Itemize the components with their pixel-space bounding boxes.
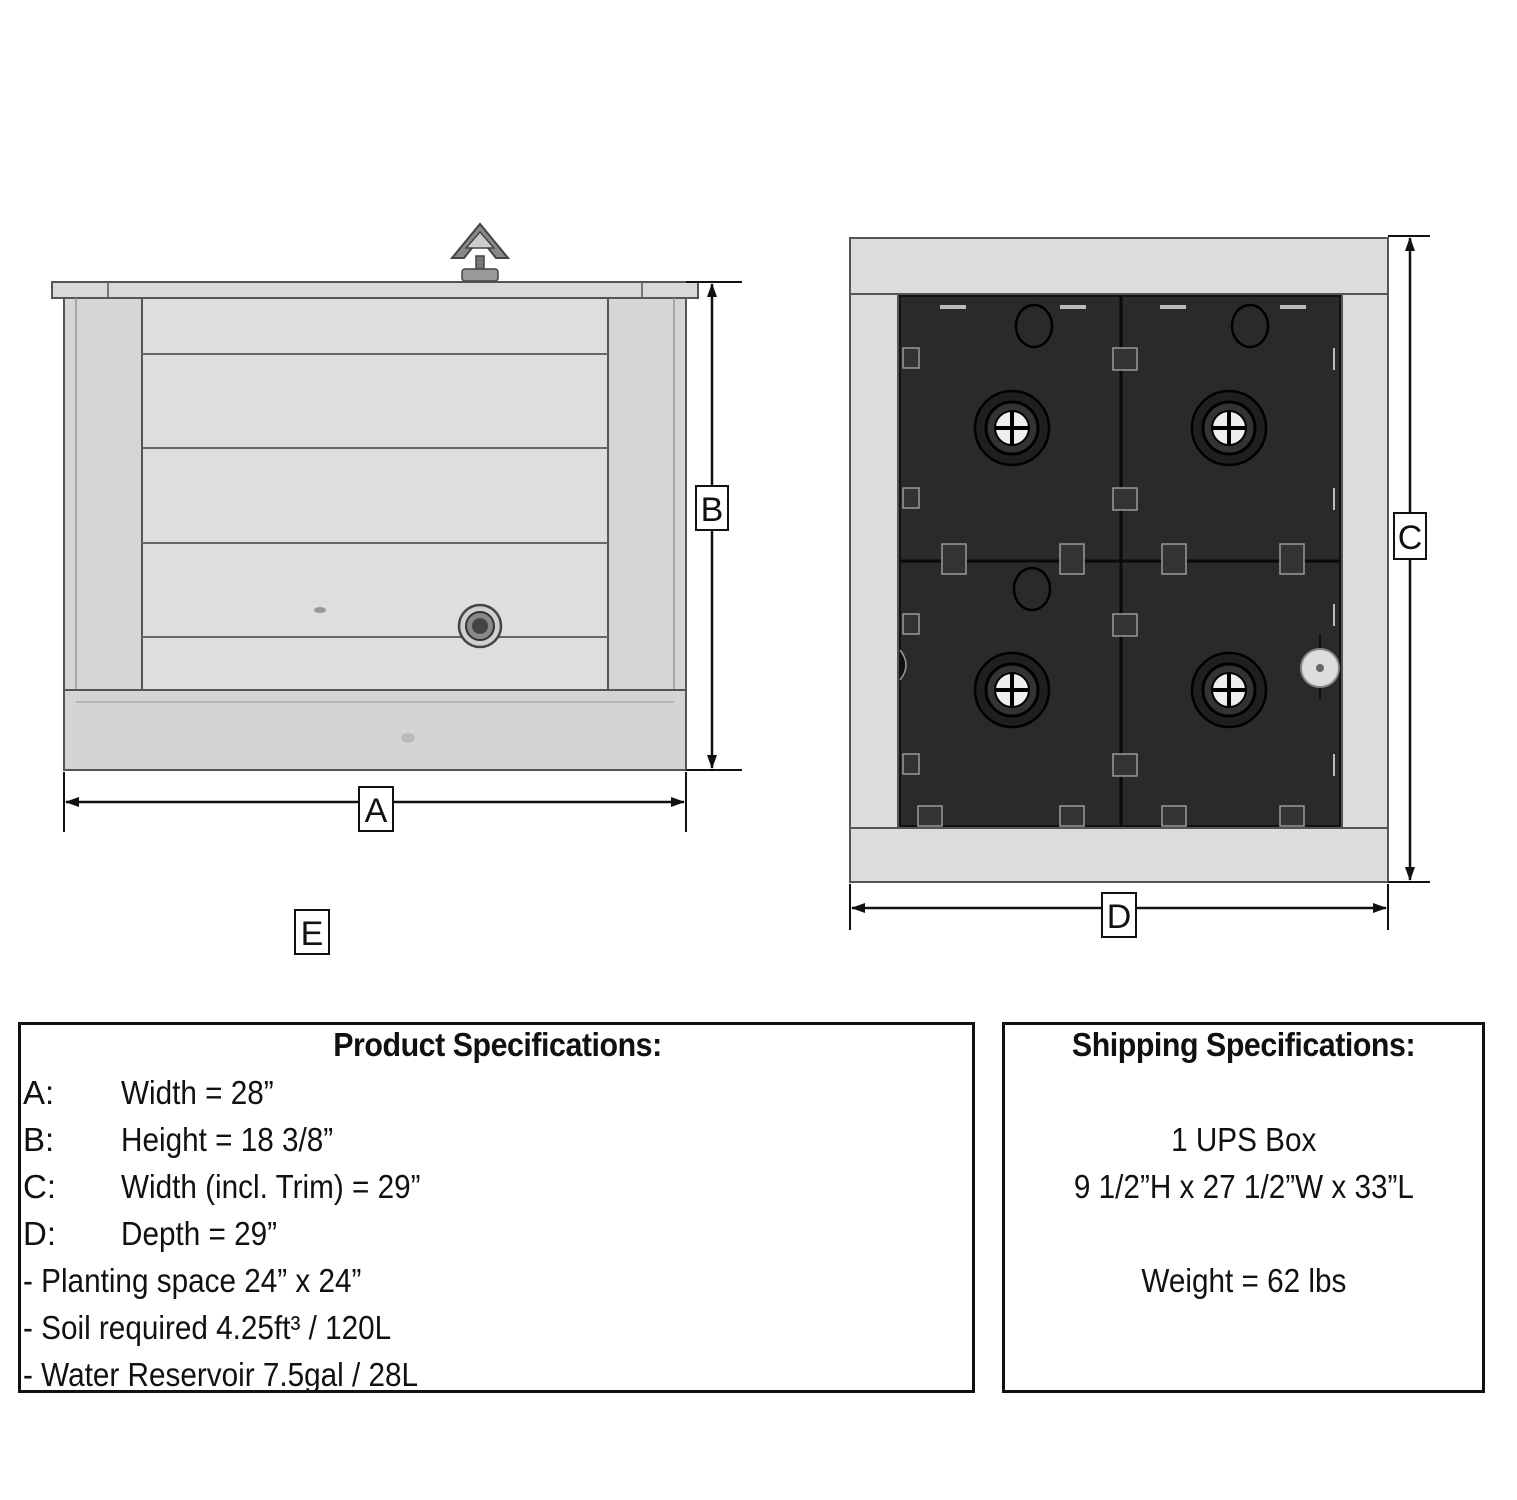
dimension-label-a: A <box>364 792 388 830</box>
wicking-cup-icon <box>975 653 1049 727</box>
dimension-label-c: C <box>1397 519 1423 557</box>
spec-key: B: <box>23 1121 55 1158</box>
spec-value: Height = 18 3/8” <box>121 1121 334 1158</box>
spec-value: Depth = 29” <box>121 1215 278 1252</box>
spec-row <box>23 1210 972 1257</box>
shipping-weight: Weight = 62 lbs <box>1140 1262 1347 1299</box>
spec-row <box>23 1163 972 1210</box>
spec-value: Width (incl. Trim) = 29” <box>121 1168 421 1205</box>
top-trim <box>52 282 698 298</box>
shipping-specifications-title: Shipping Specifications: <box>1071 1026 1416 1063</box>
wicking-cup-icon <box>1192 653 1266 727</box>
shipping-box-dimensions: 9 1/2”H x 27 1/2”W x 33”L <box>1073 1168 1414 1205</box>
overflow-drain-icon <box>459 605 501 647</box>
spec-value: Width = 28” <box>121 1074 274 1111</box>
product-specifications-title: Product Specifications: <box>333 1026 662 1063</box>
spec-key: A: <box>23 1074 55 1111</box>
wicking-cup-icon <box>1192 391 1266 465</box>
top-view <box>850 236 1430 937</box>
dimension-label-b: B <box>700 491 724 529</box>
spec-row <box>23 1116 972 1163</box>
water-level-indicator-icon <box>452 224 508 281</box>
shipping-box-count: 1 UPS Box <box>1170 1121 1317 1158</box>
wicking-cup-icon <box>975 391 1049 465</box>
spec-note: - Water Reservoir 7.5gal / 28L <box>23 1356 419 1393</box>
spec-key: C: <box>23 1168 56 1205</box>
dimension-label-e: E <box>300 915 324 953</box>
spec-key: D: <box>23 1215 56 1252</box>
product-specifications-box <box>18 1022 975 1393</box>
dimension-label-d: D <box>1106 898 1132 936</box>
spec-note: - Planting space 24” x 24” <box>23 1262 362 1299</box>
front-view <box>52 224 742 954</box>
spec-row <box>23 1069 972 1116</box>
shipping-specifications-box <box>1002 1022 1485 1393</box>
spec-note: - Soil required 4.25ft³ / 120L <box>23 1309 392 1346</box>
